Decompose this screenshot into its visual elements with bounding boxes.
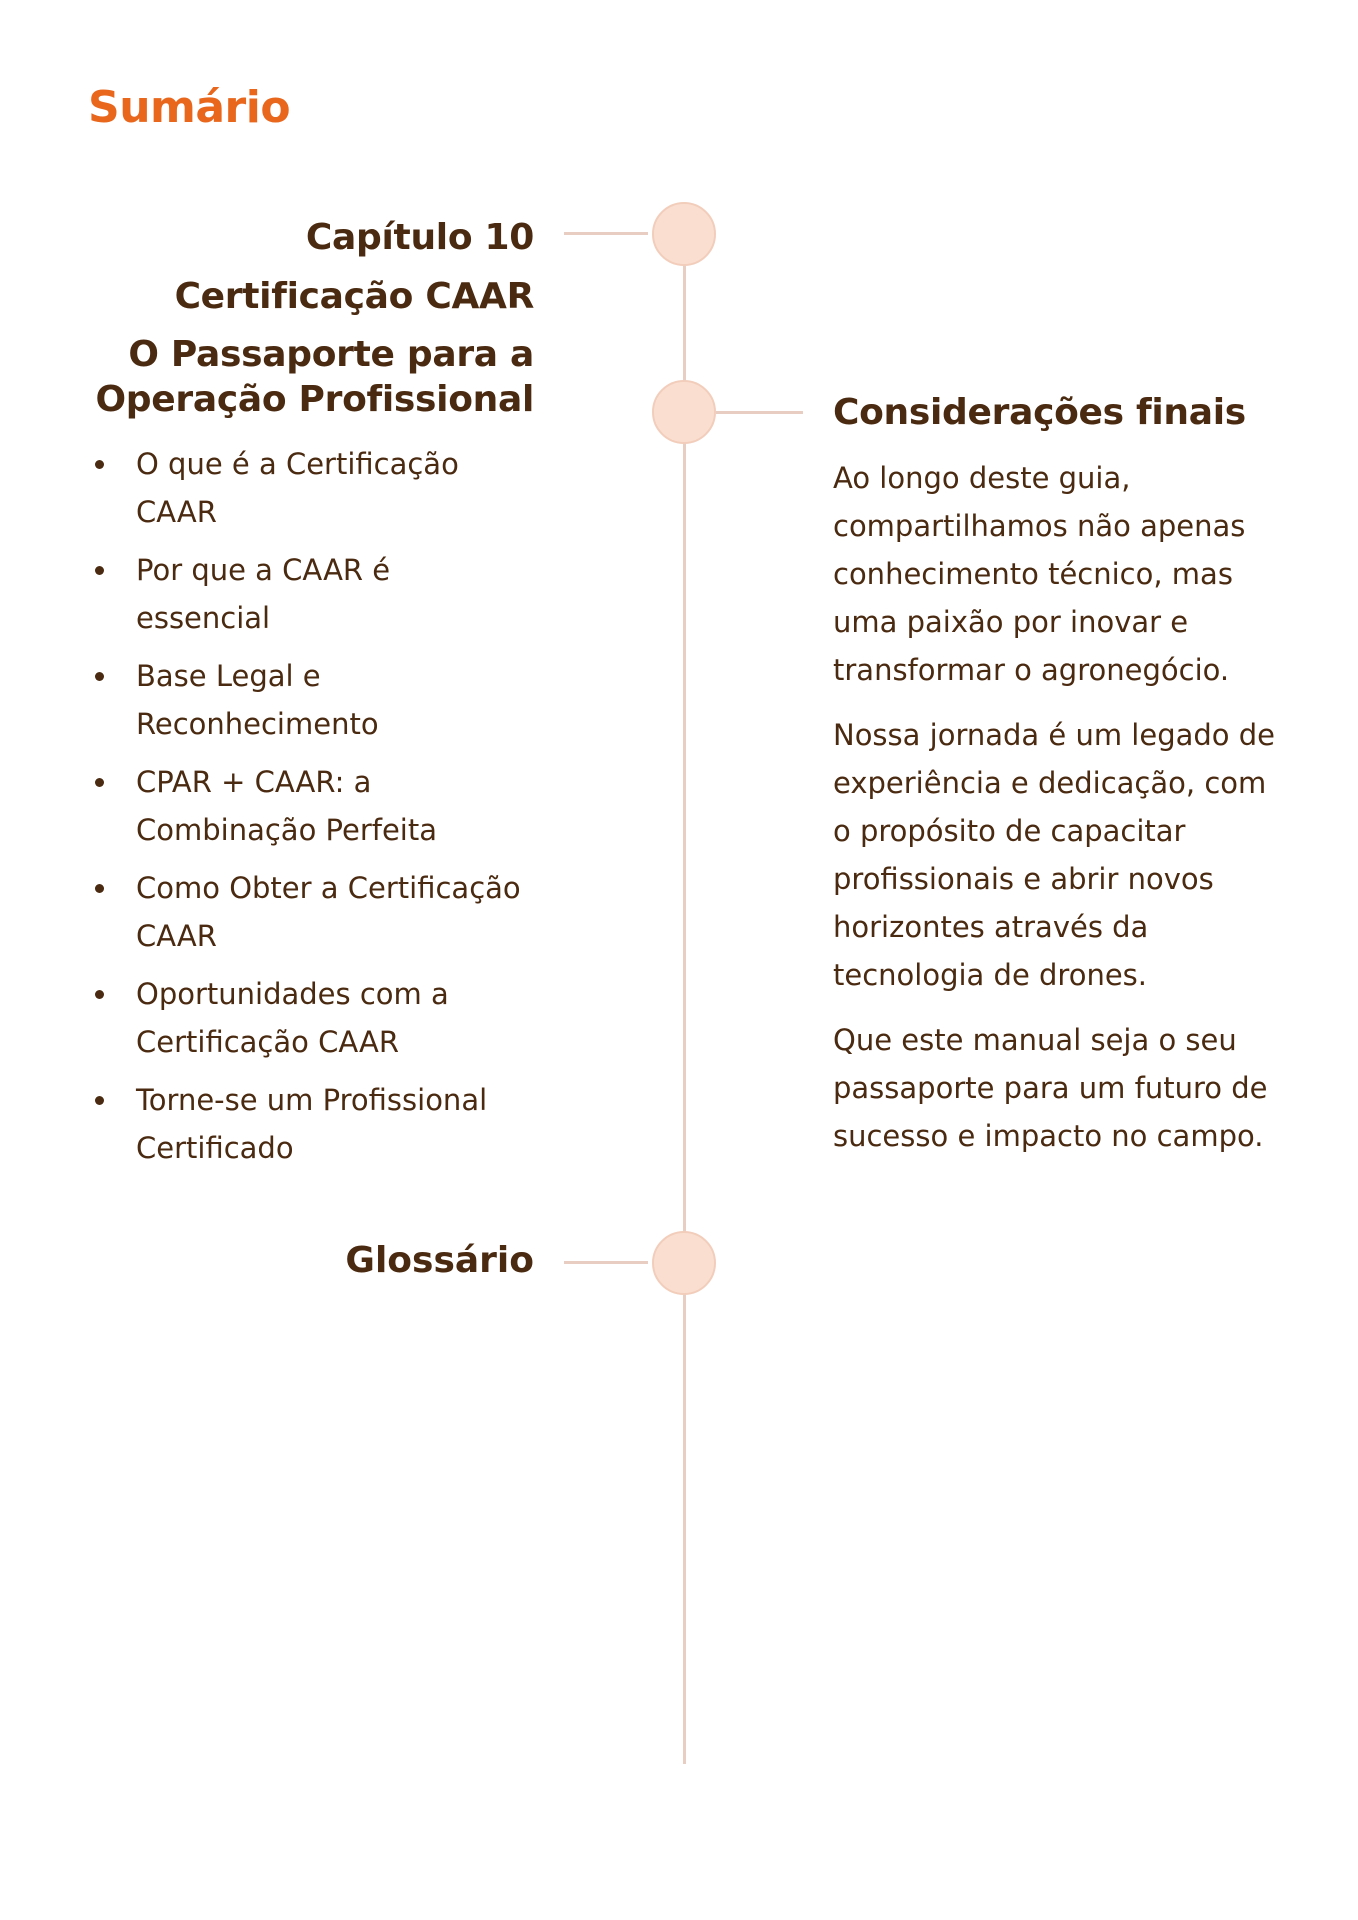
final-considerations-heading[interactable]: Considerações finais [833, 392, 1246, 433]
timeline-node-chapter10 [652, 202, 716, 266]
timeline-line [683, 234, 686, 1764]
list-item-label: Por que a CAAR é essencial [136, 553, 391, 635]
final-considerations-paragraph-3: Que este manual seja o seu passaporte para um futuro de sucesso e impacto no campo. [833, 1023, 1268, 1153]
timeline-connector-glossary [564, 1261, 648, 1264]
final-considerations-section [833, 388, 1293, 1177]
list-item-label: Torne-se um Profissional Certificado [136, 1083, 488, 1165]
glossary-heading[interactable]: Glossário [345, 1240, 534, 1281]
chapter10-label: Capítulo 10 [305, 217, 534, 258]
chapter10-title: Certificação CAAR [174, 276, 534, 317]
list-item-label: Base Legal e Reconhecimento [136, 659, 379, 741]
bullet-icon [95, 778, 104, 787]
final-considerations-paragraph-2: Nossa jornada é um legado de experiência e dedicação, com o propósito de capacitar profissionais e abrir novos horizontes através da tecnologia de drones. [833, 718, 1276, 992]
list-item-label: CPAR + CAAR: a Combinação Perfeita [136, 765, 438, 847]
list-item[interactable] [92, 758, 522, 854]
chapter10-subtitle: O Passaporte para a Operação Profissional [95, 334, 534, 420]
bullet-icon [95, 884, 104, 893]
list-item-label: Como Obter a Certificação CAAR [136, 871, 521, 953]
list-item[interactable] [92, 864, 522, 960]
bullet-icon [95, 672, 104, 681]
timeline-node-glossary [652, 1231, 716, 1295]
timeline-connector-final-considerations [716, 411, 803, 414]
chapter10-topic-list [92, 440, 522, 1182]
bullet-icon [95, 566, 104, 575]
timeline-connector-chapter10 [564, 232, 648, 235]
list-item-label: Oportunidades com a Certificação CAAR [136, 977, 449, 1059]
list-item[interactable] [92, 440, 522, 536]
bullet-icon [95, 990, 104, 999]
timeline-node-final-considerations [652, 380, 716, 444]
chapter10-heading[interactable] [64, 208, 534, 422]
list-item[interactable] [92, 546, 522, 642]
list-item[interactable] [92, 652, 522, 748]
list-item[interactable] [92, 1076, 522, 1172]
page-title: Sumário [88, 82, 291, 133]
list-item[interactable] [92, 970, 522, 1066]
bullet-icon [95, 460, 104, 469]
final-considerations-paragraph-1: Ao longo deste guia, compartilhamos não apenas conhecimento técnico, mas uma paixão por inovar e transformar o agronegócio. [833, 461, 1246, 687]
bullet-icon [95, 1096, 104, 1105]
list-item-label: O que é a Certificação CAAR [136, 447, 459, 529]
